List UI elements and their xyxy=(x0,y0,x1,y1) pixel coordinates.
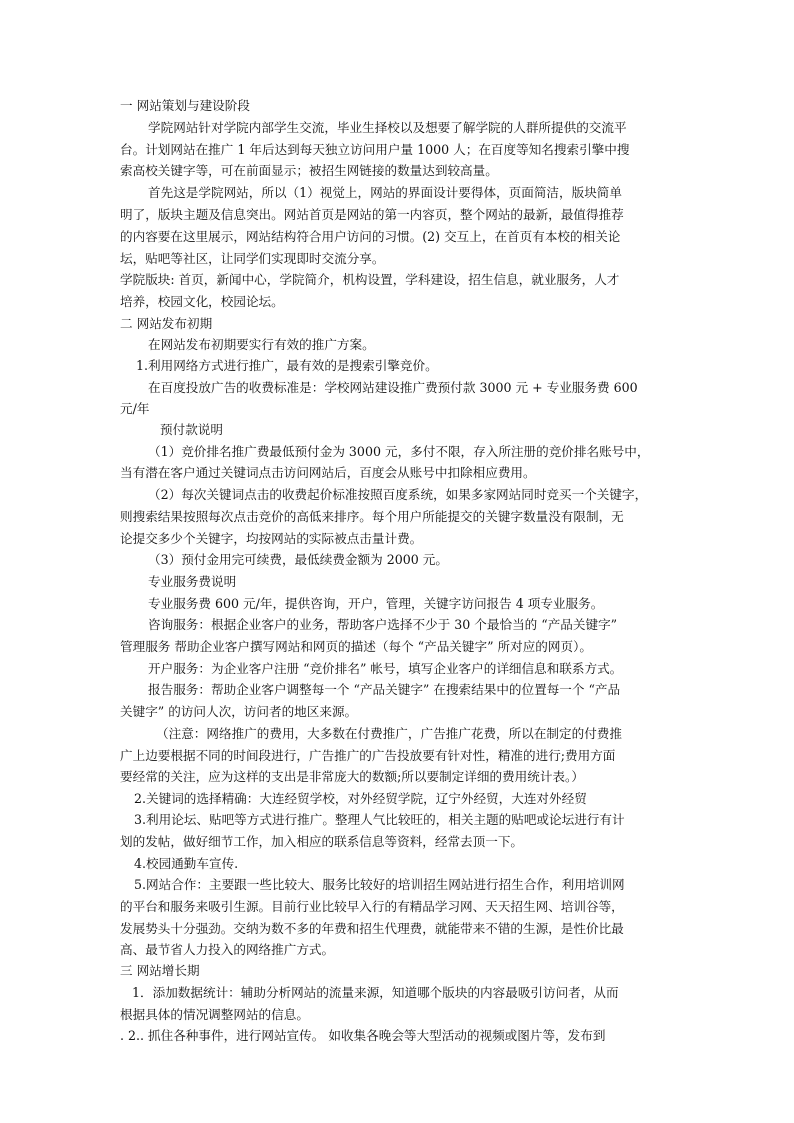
list-item: 2.关键词的选择精确：大连经贸学校，对外经贸学院，辽宁外经贸，大连对外经贸 xyxy=(134,791,587,806)
paragraph-line: 高、最节省人力投入的网络推广方式。 xyxy=(120,942,335,957)
paragraph-line: 开户服务：为企业客户注册 “竞价排名” 帐号，填写企业客户的详细信息和联系方式。 xyxy=(148,661,623,676)
paragraph-line: 的内容要在这里展示，网站结构符合用户访问的习惯。(2) 交互上，在首页有本校的相关论 xyxy=(120,229,621,244)
paragraph-line: （注意：网络推广的费用，大多数在付费推广，广告推广花费，所以在制定的付费推 xyxy=(156,726,622,741)
paragraph-line: 报告服务：帮助企业客户调整每一个 “产品关键字” 在搜索结果中的位置每一个 “产品 xyxy=(148,682,621,697)
paragraph-line: 论提交多少个关键字，均按网站的实际被点击量计费。 xyxy=(120,531,423,546)
paragraph-line: 学院版块: 首页，新闻中心，学院简介，机构设置，学科建设，招生信息，就业服务，人才 xyxy=(120,272,620,287)
paragraph-line: 元/年 xyxy=(120,401,150,416)
paragraph-line: 发展势头十分强劲。交纳为数不多的年费和招生代理费，就能带来不错的生源，是性价比最 xyxy=(120,921,624,936)
list-item: 1.利用网络方式进行推广，最有效的是搜索引擎竞价。 xyxy=(136,358,438,373)
section-heading-2: 二 网站发布初期 xyxy=(120,316,213,331)
list-item: 4.校园通勤车宣传. xyxy=(134,856,239,871)
paragraph-line: 明了，版块主题及信息突出。网站首页是网站的第一内容页，整个网站的最新，最值得推荐 xyxy=(120,207,624,222)
paragraph-line: 关键字” 的访问人次，访问者的地区来源。 xyxy=(120,704,358,719)
subheading: 预付款说明 xyxy=(160,422,223,437)
paragraph-line: 则搜索结果按照每次点击竞价的高低来排序。每个用户所能提交的关键字数量没有限制，无 xyxy=(120,509,624,524)
list-item: 3.利用论坛、贴吧等方式进行推广。整理人气比较旺的，相关主题的贴吧或论坛进行有计 xyxy=(134,812,625,827)
section-heading-3: 三 网站增长期 xyxy=(120,963,200,978)
paragraph-line: 首先这是学院网站，所以（1）视觉上，网站的界面设计要得体，页面简洁，版块简单 xyxy=(148,185,622,200)
paragraph-line: 广上边要根据不同的时间段进行，广告推广的广告投放要有针对性，精准的进行;费用方面 xyxy=(120,748,616,763)
paragraph-line: （3）预付金用完可续费，最低续费金额为 2000 元。 xyxy=(148,552,448,567)
list-item: 1．添加数据统计：辅助分析网站的流量来源，知道哪个版块的内容最吸引访问者，从而 xyxy=(132,985,619,1000)
paragraph-line: 在百度投放广告的收费标准是：学校网站建设推广费预付款 3000 元 + 专业服务费 600 xyxy=(148,380,638,395)
paragraph-line: 培养，校园文化，校园论坛。 xyxy=(120,294,284,309)
section-heading-1: 一 网站策划与建设阶段 xyxy=(120,98,250,113)
paragraph-line: 根据具体的情况调整网站的信息。 xyxy=(120,1007,309,1022)
paragraph-line: 学院网站针对学院内部学生交流，毕业生择校以及想要了解学院的人群所提供的交流平 xyxy=(148,120,627,135)
paragraph-line: 当有潜在客户通过关键词点击访问网站后，百度会从账号中扣除相应费用。 xyxy=(120,465,536,480)
list-item: . 2.. 抓住各种事件，进行网站宣传。 如收集各晚会等大型活动的视频或图片等，发布到 xyxy=(120,1028,606,1043)
paragraph-line: 咨询服务：根据企业客户的业务，帮助客户选择不少于 30 个最恰当的 “产品关键字” xyxy=(148,617,618,632)
paragraph-line: 管理服务 帮助企业客户撰写网站和网页的描述（每个 “产品关键字” 所对应的网页）。 xyxy=(120,639,592,654)
paragraph-line: 划的发帖，做好细节工作，加入相应的联系信息等资料，经常去顶一下。 xyxy=(120,834,523,849)
paragraph-line: （2）每次关键词点击的收费起价标准按照百度系统，如果多家网站同时竞买一个关键字， xyxy=(148,487,648,502)
subheading: 专业服务费说明 xyxy=(148,574,237,589)
paragraph-line: 索高校关键字等，可在前面显示；被招生网链接的数量达到较高量。 xyxy=(120,163,498,178)
paragraph-line: 台。计划网站在推广 1 年后达到每天独立访问用户量 1000 人；在百度等知名搜索引擎中搜 xyxy=(120,142,630,157)
paragraph-line: 的平台和服务来吸引生源。目前行业比较早入行的有精品学习网、天天招生网、培训谷等， xyxy=(120,899,624,914)
paragraph-line: （1）竞价排名推广费最低预付金为 3000 元，多付不限，存入所注册的竞价排名账号中， xyxy=(148,444,650,459)
paragraph-line: 要经常的关注，应为这样的支出是非常庞大的数额;所以要制定详细的费用统计表。） xyxy=(120,769,584,784)
paragraph-line: 专业服务费 600 元/年，提供咨询，开户，管理，关键字访问报告 4 项专业服务。 xyxy=(148,596,604,611)
list-item: 5.网站合作：主要跟一些比较大、服务比较好的培训招生网站进行招生合作，利用培训网 xyxy=(134,877,625,892)
paragraph-line: 在网站发布初期要实行有效的推广方案。 xyxy=(148,337,375,352)
paragraph-line: 坛，贴吧等社区，让同学们实现即时交流分享。 xyxy=(120,251,385,266)
